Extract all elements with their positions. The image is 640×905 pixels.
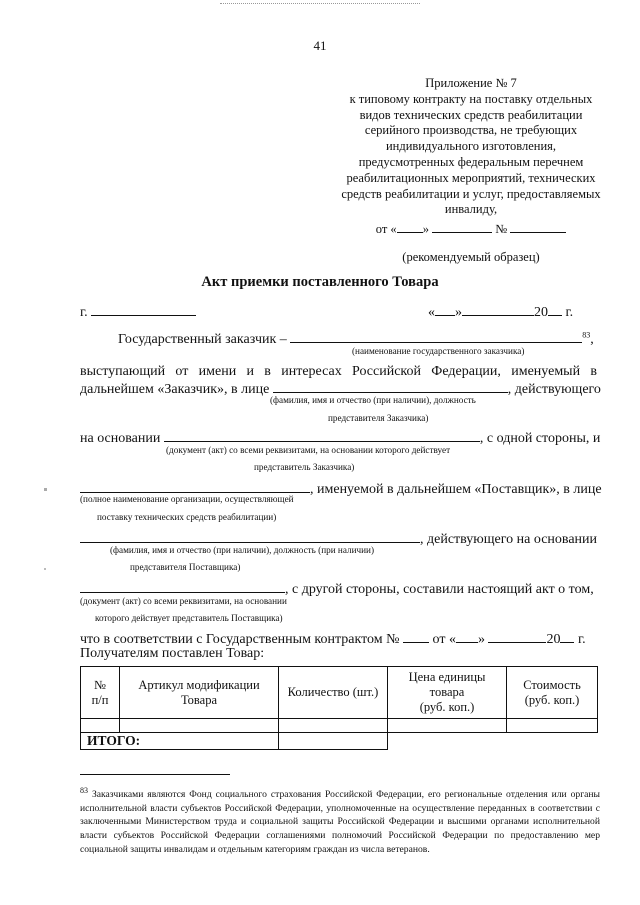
field-caption: (документ (акт) со всеми реквизитами, на основании которого действует [166,445,451,455]
basis-line: на основании , с одной стороны, и [80,431,601,446]
total-label: ИТОГО: [81,733,279,750]
supplier-basis-field[interactable] [80,580,285,593]
table-header-cell: № п/п [81,667,120,719]
para-line: выступающий от имени и в интересах Российской Федерации, именуемый в [80,364,597,379]
field-caption: которого действует представитель Поставщика) [95,613,283,623]
supplier-field[interactable] [80,480,310,493]
table-header-cell: Артикул модификации Товара [120,667,279,719]
table-row [81,719,598,733]
field-caption: представителя Поставщика) [130,562,241,572]
customer-rep-field[interactable] [273,380,508,393]
appendix-line: предусмотренных федеральным перечнем [358,154,584,169]
footnote-text: Заказчиками являются Фонд социального страхования Российской Федерации, его региональные отделения или органы исполнительной власти субъектов Российской Федерации, уполномоченные на осуществление переданных в соответствии с заключенными Министерством труда и социальной защиты Российской Федерации и высшими органами исполнительной власти субъектов Российской Федерации соглашениями полномочий Российской Федерации по предоставлению мер социальной защиты инвалидам и отдельным категориям граждан из числа ветеранов. [80,789,600,855]
city-field[interactable] [91,303,196,316]
customer-line: Государственный заказчик – $^{83}$, [118,330,594,347]
field-caption: представитель Заказчика) [254,462,355,472]
field-caption: представителя Заказчика) [328,413,429,423]
customer-field[interactable] [290,330,582,343]
para-line: дальнейшем «Заказчик», в лице , действующего [80,382,601,397]
appendix-line: реабилитационных мероприятий, технических [346,170,596,185]
appendix-date-line: от « » № [330,220,612,238]
supplier-line: , именуемой в дальнейшем «Поставщик», в лице [80,480,602,498]
field-caption: поставку технических средств реабилитации) [97,512,277,522]
date-line: « » 20 г. [428,305,574,320]
scan-artifact [44,488,47,491]
goods-table [80,666,598,750]
supplier-basis-line: , с другой стороны, составили настоящий акт о том, [80,580,594,598]
appendix-line: инвалиду, [444,202,498,217]
table-header-cell: Стоимость (руб. коп.) [507,667,598,719]
supplier-rep-field[interactable] [80,530,420,543]
table-header-cell: Количество (шт.) [279,667,388,719]
document-title: Акт приемки поставленного Товара [201,274,439,290]
appendix-line: Приложение № 7 [425,76,517,90]
page-number: 41 [313,38,327,53]
scan-artifact [44,568,46,570]
appendix-header [330,76,612,266]
appendix-line: средств реабилитации и услуг, предоставляемых [341,186,601,201]
field-caption: (фамилия, имя и отчество (при наличии), должность (при наличии) [110,545,375,555]
scan-artifact [220,3,420,4]
appendix-line: индивидуального изготовления, [385,139,557,154]
footnote-ref: 83 [80,786,88,795]
contract-line-2: Получателям поставлен Товар: [80,646,265,661]
total-quantity-cell[interactable] [279,733,388,750]
field-caption: (фамилия, имя и отчество (при наличии), должность [270,395,476,405]
appendix-line: серийного производства, не требующих [364,123,578,138]
field-caption: (полное наименование организации, осуществляющей [80,494,294,504]
field-caption: (наименование государственного заказчика) [352,346,525,356]
field-caption: (документ (акт) со всеми реквизитами, на основании [80,596,287,606]
appendix-line: к типовому контракту на поставку отдельных [349,91,593,106]
basis-field[interactable] [164,429,480,442]
footnote [80,784,600,856]
table-total-row [81,733,598,750]
city-line: г. [80,303,196,321]
footnote-divider [80,774,230,775]
table-header-cell: Цена единицы товара (руб. коп.) [388,667,507,719]
table-header-row [81,667,598,719]
contract-line: что в соответствии с Государственным контрактом № от « » 20 г. [80,632,586,647]
supplier-rep-line: , действующего на основании [80,530,597,548]
contract-number-field[interactable] [403,630,429,643]
appendix-line: видов технических средств реабилитации [359,107,583,122]
sample-note: (рекомендуемый образец) [402,249,540,264]
